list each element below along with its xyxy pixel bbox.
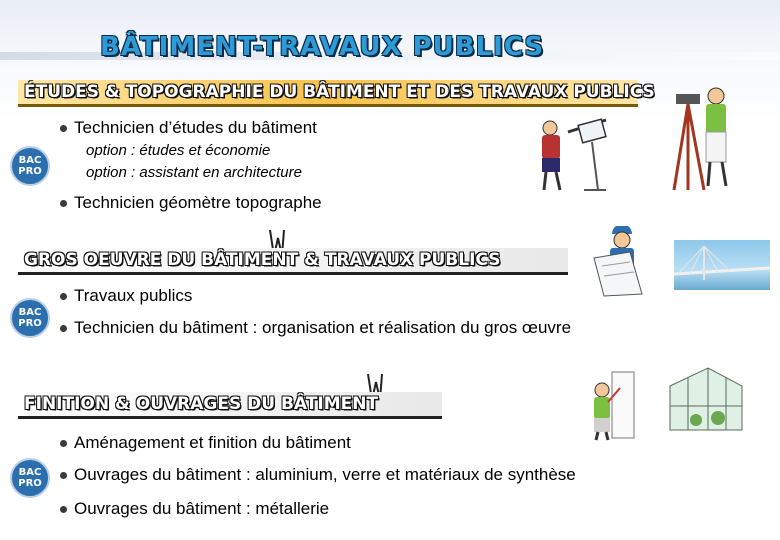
- list-item: Ouvrages du bâtiment : aluminium, verre et matériaux de synthèse: [60, 465, 576, 485]
- bac-pro-badge: BAC PRO: [10, 146, 50, 186]
- section-heading-etudes: ÉTUDES & TOPOGRAPHIE DU BÂTIMENT ET DES TRAVAUX PUBLICS: [18, 80, 638, 107]
- painter-illustration: [584, 370, 640, 442]
- surveyor-illustration: [668, 82, 768, 194]
- list-item: Technicien d’études du bâtiment: [60, 118, 317, 138]
- drafter-illustration: [528, 112, 608, 194]
- list-item: Travaux publics: [60, 286, 192, 306]
- veranda-illustration: [668, 366, 744, 432]
- list-item: Technicien géomètre topographe: [60, 193, 322, 213]
- bac-pro-badge: BAC PRO: [10, 298, 50, 338]
- section-heading-gros-oeuvre: GROS OEUVRE DU BÂTIMENT & TRAVAUX PUBLICS: [18, 248, 568, 275]
- worker-illustration: [590, 226, 650, 298]
- list-item: Technicien du bâtiment : organisation et réalisation du gros œuvre: [60, 318, 571, 338]
- page-title: BÂTIMENT-TRAVAUX PUBLICS: [100, 32, 545, 62]
- list-item: Aménagement et finition du bâtiment: [60, 433, 351, 453]
- option-text: option : assistant en architecture: [86, 164, 302, 181]
- section-heading-finition: FINITION & OUVRAGES DU BÂTIMENT: [18, 392, 442, 419]
- bac-pro-badge: BAC PRO: [10, 458, 50, 498]
- bridge-photo: [674, 240, 770, 290]
- option-text: option : études et économie: [86, 142, 271, 159]
- list-item: Ouvrages du bâtiment : métallerie: [60, 499, 329, 519]
